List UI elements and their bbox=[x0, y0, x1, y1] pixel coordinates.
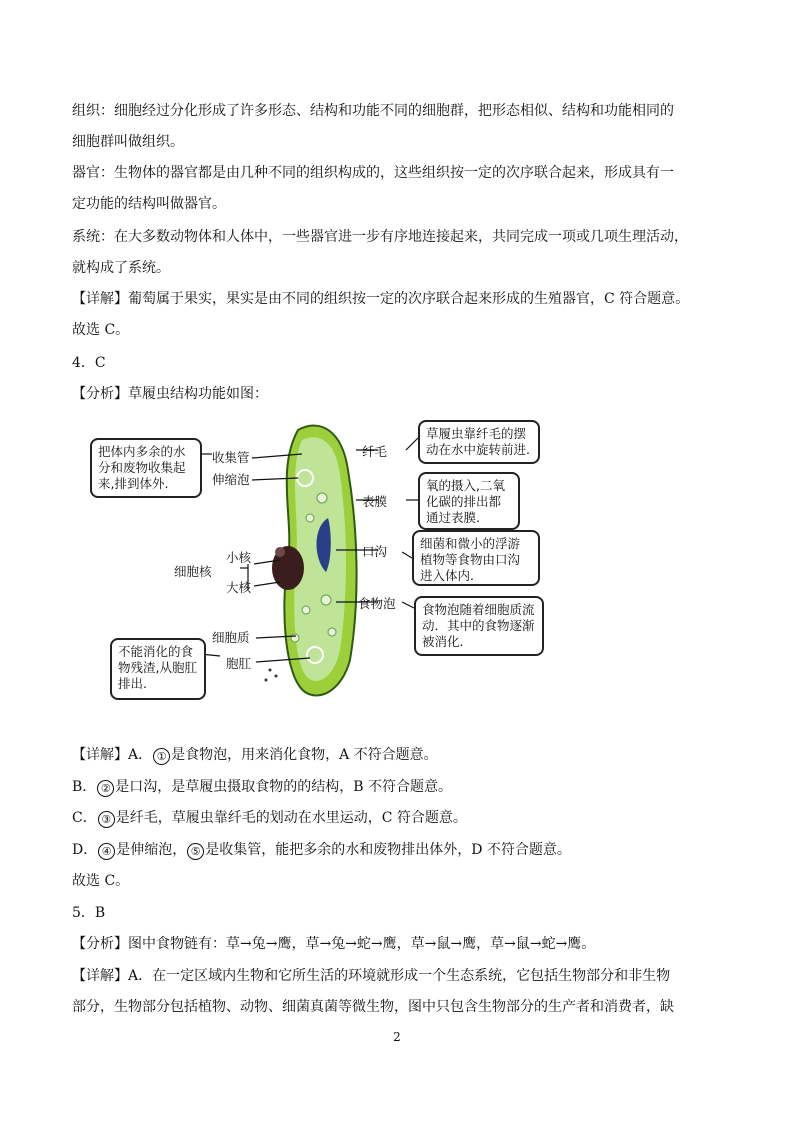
callout-food-vacuole: 食物泡随着细胞质流动．其中的食物逐渐被消化. bbox=[414, 596, 544, 656]
answer-q3: 故选 C。 bbox=[72, 322, 130, 338]
callout-membrane: 氧的摄入,二氧化碳的排出都通过表膜. bbox=[418, 472, 520, 530]
circle-number: ③ bbox=[98, 811, 115, 828]
paragraph-system-line2: 就构成了系统。 bbox=[72, 260, 170, 276]
label-cytoplasm: 细胞质 bbox=[212, 630, 250, 645]
label-food-vacuole: 食物泡 bbox=[358, 596, 396, 611]
callout-collect-tube: 把体内多余的水分和废物收集起来,排到体外. bbox=[90, 438, 202, 498]
label-micronucleus: 小核 bbox=[226, 550, 252, 565]
circle-number: ② bbox=[97, 780, 114, 797]
page-number: 2 bbox=[393, 1030, 401, 1044]
circle-number: ⑤ bbox=[187, 843, 204, 860]
paragraph-tissue-line1: 组织：细胞经过分化形成了许多形态、结构和功能不同的细胞群，把形态相似、结构和功能相同的 bbox=[72, 103, 674, 119]
analysis-q4: 【分析】草履虫结构功能如图： bbox=[72, 386, 268, 402]
paragraph-tissue-line2: 细胞群叫做组织。 bbox=[72, 134, 184, 150]
paragraph-organ-line2: 定功能的结构叫做器官。 bbox=[72, 196, 226, 212]
label-cilia: 纤毛 bbox=[362, 444, 388, 459]
detail-q4-option-d: D． ④ 是伸缩泡， ⑤ 是收集管，能把多余的水和废物排出体外，D 不符合题意。 bbox=[72, 842, 571, 858]
label-membrane: 表膜 bbox=[362, 494, 388, 509]
callout-oral-groove: 细菌和微小的浮游植物等食物由口沟进入体内. bbox=[412, 530, 540, 586]
question-5-answer: 5．B bbox=[72, 905, 106, 921]
circle-number: ④ bbox=[98, 843, 115, 860]
detail-q5-line2: 部分，生物部分包括植物、动物、细菌真菌等微生物，图中只包含生物部分的生产者和消费者，缺 bbox=[72, 999, 674, 1015]
detail-q4-option-a: 【详解】A． ① 是食物泡，用来消化食物，A 不符合题意。 bbox=[72, 747, 438, 763]
detail-q3: 【详解】葡萄属于果实，果实是由不同的组织按一定的次序联合起来形成的生殖器官，C 符合题意。 bbox=[72, 291, 690, 307]
label-macronucleus: 大核 bbox=[226, 580, 252, 595]
label-contractile-vacuole: 伸缩泡 bbox=[212, 472, 250, 487]
paramecium-figure bbox=[80, 410, 550, 710]
answer-q4: 故选 C。 bbox=[72, 873, 130, 889]
callout-anal-pore: 不能消化的食物残渣,从胞肛排出. bbox=[110, 638, 206, 700]
detail-q5-line1: 【详解】A．在一定区域内生物和它所生活的环境就形成一个生态系统，它包括生物部分和非生物 bbox=[72, 968, 671, 984]
analysis-q5: 【分析】图中食物链有：草→兔→鹰，草→兔→蛇→鹰，草→鼠→鹰，草→鼠→蛇→鹰。 bbox=[72, 936, 596, 952]
detail-q4-option-c: C． ③ 是纤毛，草履虫靠纤毛的划动在水里运动，C 符合题意。 bbox=[72, 810, 467, 826]
paragraph-system-line1: 系统：在大多数动物体和人体中，一些器官进一步有序地连接起来，共同完成一项或几项生理活动， bbox=[72, 229, 688, 245]
detail-q4-option-b: B． ② 是口沟，是草履虫摄取食物的的结构，B 不符合题意。 bbox=[72, 779, 453, 795]
label-nucleus: 细胞核 bbox=[174, 564, 212, 579]
callout-cilia: 草履虫靠纤毛的摆动在水中旋转前进. bbox=[418, 420, 540, 464]
circle-number: ① bbox=[153, 748, 170, 765]
question-4-answer: 4．C bbox=[72, 355, 106, 371]
paragraph-organ-line1: 器官：生物体的器官都是由几种不同的组织构成的，这些组织按一定的次序联合起来，形成具有一 bbox=[72, 165, 674, 181]
label-anal-pore: 胞肛 bbox=[226, 656, 252, 671]
label-oral-groove: 口沟 bbox=[362, 544, 388, 559]
label-collect-tube: 收集管 bbox=[212, 450, 250, 465]
